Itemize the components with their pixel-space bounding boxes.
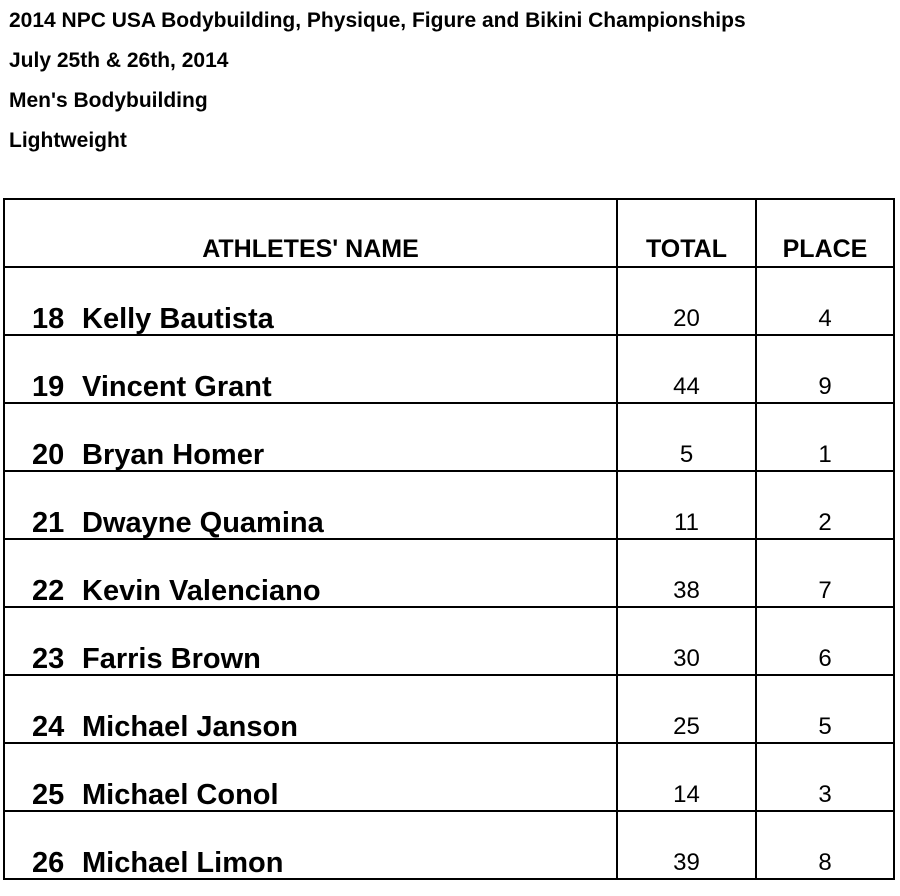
athlete-name: Kelly Bautista bbox=[82, 303, 274, 335]
athlete-cell bbox=[4, 335, 617, 403]
total-score: 38 bbox=[617, 539, 756, 607]
athlete-name: Bryan Homer bbox=[82, 439, 265, 471]
event-title: 2014 NPC USA Bodybuilding, Physique, Figure and Bikini Championships bbox=[9, 9, 746, 32]
place-value: 9 bbox=[756, 335, 894, 403]
athlete-name: Michael Limon bbox=[82, 847, 284, 879]
table-row bbox=[4, 267, 894, 335]
place-value: 1 bbox=[756, 403, 894, 471]
athlete-name: Dwayne Quamina bbox=[82, 507, 324, 539]
table-row bbox=[4, 403, 894, 471]
total-score: 44 bbox=[617, 335, 756, 403]
athlete-name: Kevin Valenciano bbox=[82, 575, 321, 607]
results-table bbox=[3, 198, 895, 880]
athlete-number: 18 bbox=[32, 303, 65, 335]
results-body bbox=[4, 267, 894, 879]
table-header-row bbox=[4, 199, 894, 267]
total-score: 11 bbox=[617, 471, 756, 539]
place-value: 7 bbox=[756, 539, 894, 607]
place-value: 6 bbox=[756, 607, 894, 675]
athlete-name: Vincent Grant bbox=[82, 371, 272, 403]
weight-class-title: Lightweight bbox=[9, 129, 127, 152]
table-row bbox=[4, 811, 894, 879]
total-score: 30 bbox=[617, 607, 756, 675]
athlete-number: 23 bbox=[32, 643, 65, 675]
total-score: 20 bbox=[617, 267, 756, 335]
total-score: 14 bbox=[617, 743, 756, 811]
athlete-number: 20 bbox=[32, 439, 65, 471]
athlete-number: 21 bbox=[32, 507, 65, 539]
athlete-name: Farris Brown bbox=[82, 643, 261, 675]
place-value: 8 bbox=[756, 811, 894, 879]
table-row bbox=[4, 607, 894, 675]
division-title: Men's Bodybuilding bbox=[9, 89, 208, 112]
place-value: 2 bbox=[756, 471, 894, 539]
place-value: 3 bbox=[756, 743, 894, 811]
athlete-cell bbox=[4, 539, 617, 607]
table-row bbox=[4, 539, 894, 607]
athlete-number: 19 bbox=[32, 371, 65, 403]
table-row bbox=[4, 335, 894, 403]
athlete-number: 22 bbox=[32, 575, 65, 607]
column-header-total: TOTAL bbox=[617, 199, 756, 267]
total-score: 5 bbox=[617, 403, 756, 471]
athlete-name: Michael Janson bbox=[82, 711, 298, 743]
athlete-cell bbox=[4, 743, 617, 811]
athlete-cell bbox=[4, 267, 617, 335]
table-row bbox=[4, 471, 894, 539]
column-header-name: ATHLETES' NAME bbox=[4, 199, 617, 267]
column-header-place: PLACE bbox=[756, 199, 894, 267]
total-score: 25 bbox=[617, 675, 756, 743]
athlete-number: 26 bbox=[32, 847, 65, 879]
athlete-number: 25 bbox=[32, 779, 65, 811]
athlete-cell bbox=[4, 607, 617, 675]
total-score: 39 bbox=[617, 811, 756, 879]
place-value: 4 bbox=[756, 267, 894, 335]
athlete-cell bbox=[4, 811, 617, 879]
document-header bbox=[9, 0, 746, 160]
place-value: 5 bbox=[756, 675, 894, 743]
athlete-number: 24 bbox=[32, 711, 65, 743]
athlete-cell bbox=[4, 471, 617, 539]
athlete-cell bbox=[4, 675, 617, 743]
athlete-name: Michael Conol bbox=[82, 779, 279, 811]
athlete-cell bbox=[4, 403, 617, 471]
table-row bbox=[4, 743, 894, 811]
table-row bbox=[4, 675, 894, 743]
event-dates: July 25th & 26th, 2014 bbox=[9, 49, 229, 72]
